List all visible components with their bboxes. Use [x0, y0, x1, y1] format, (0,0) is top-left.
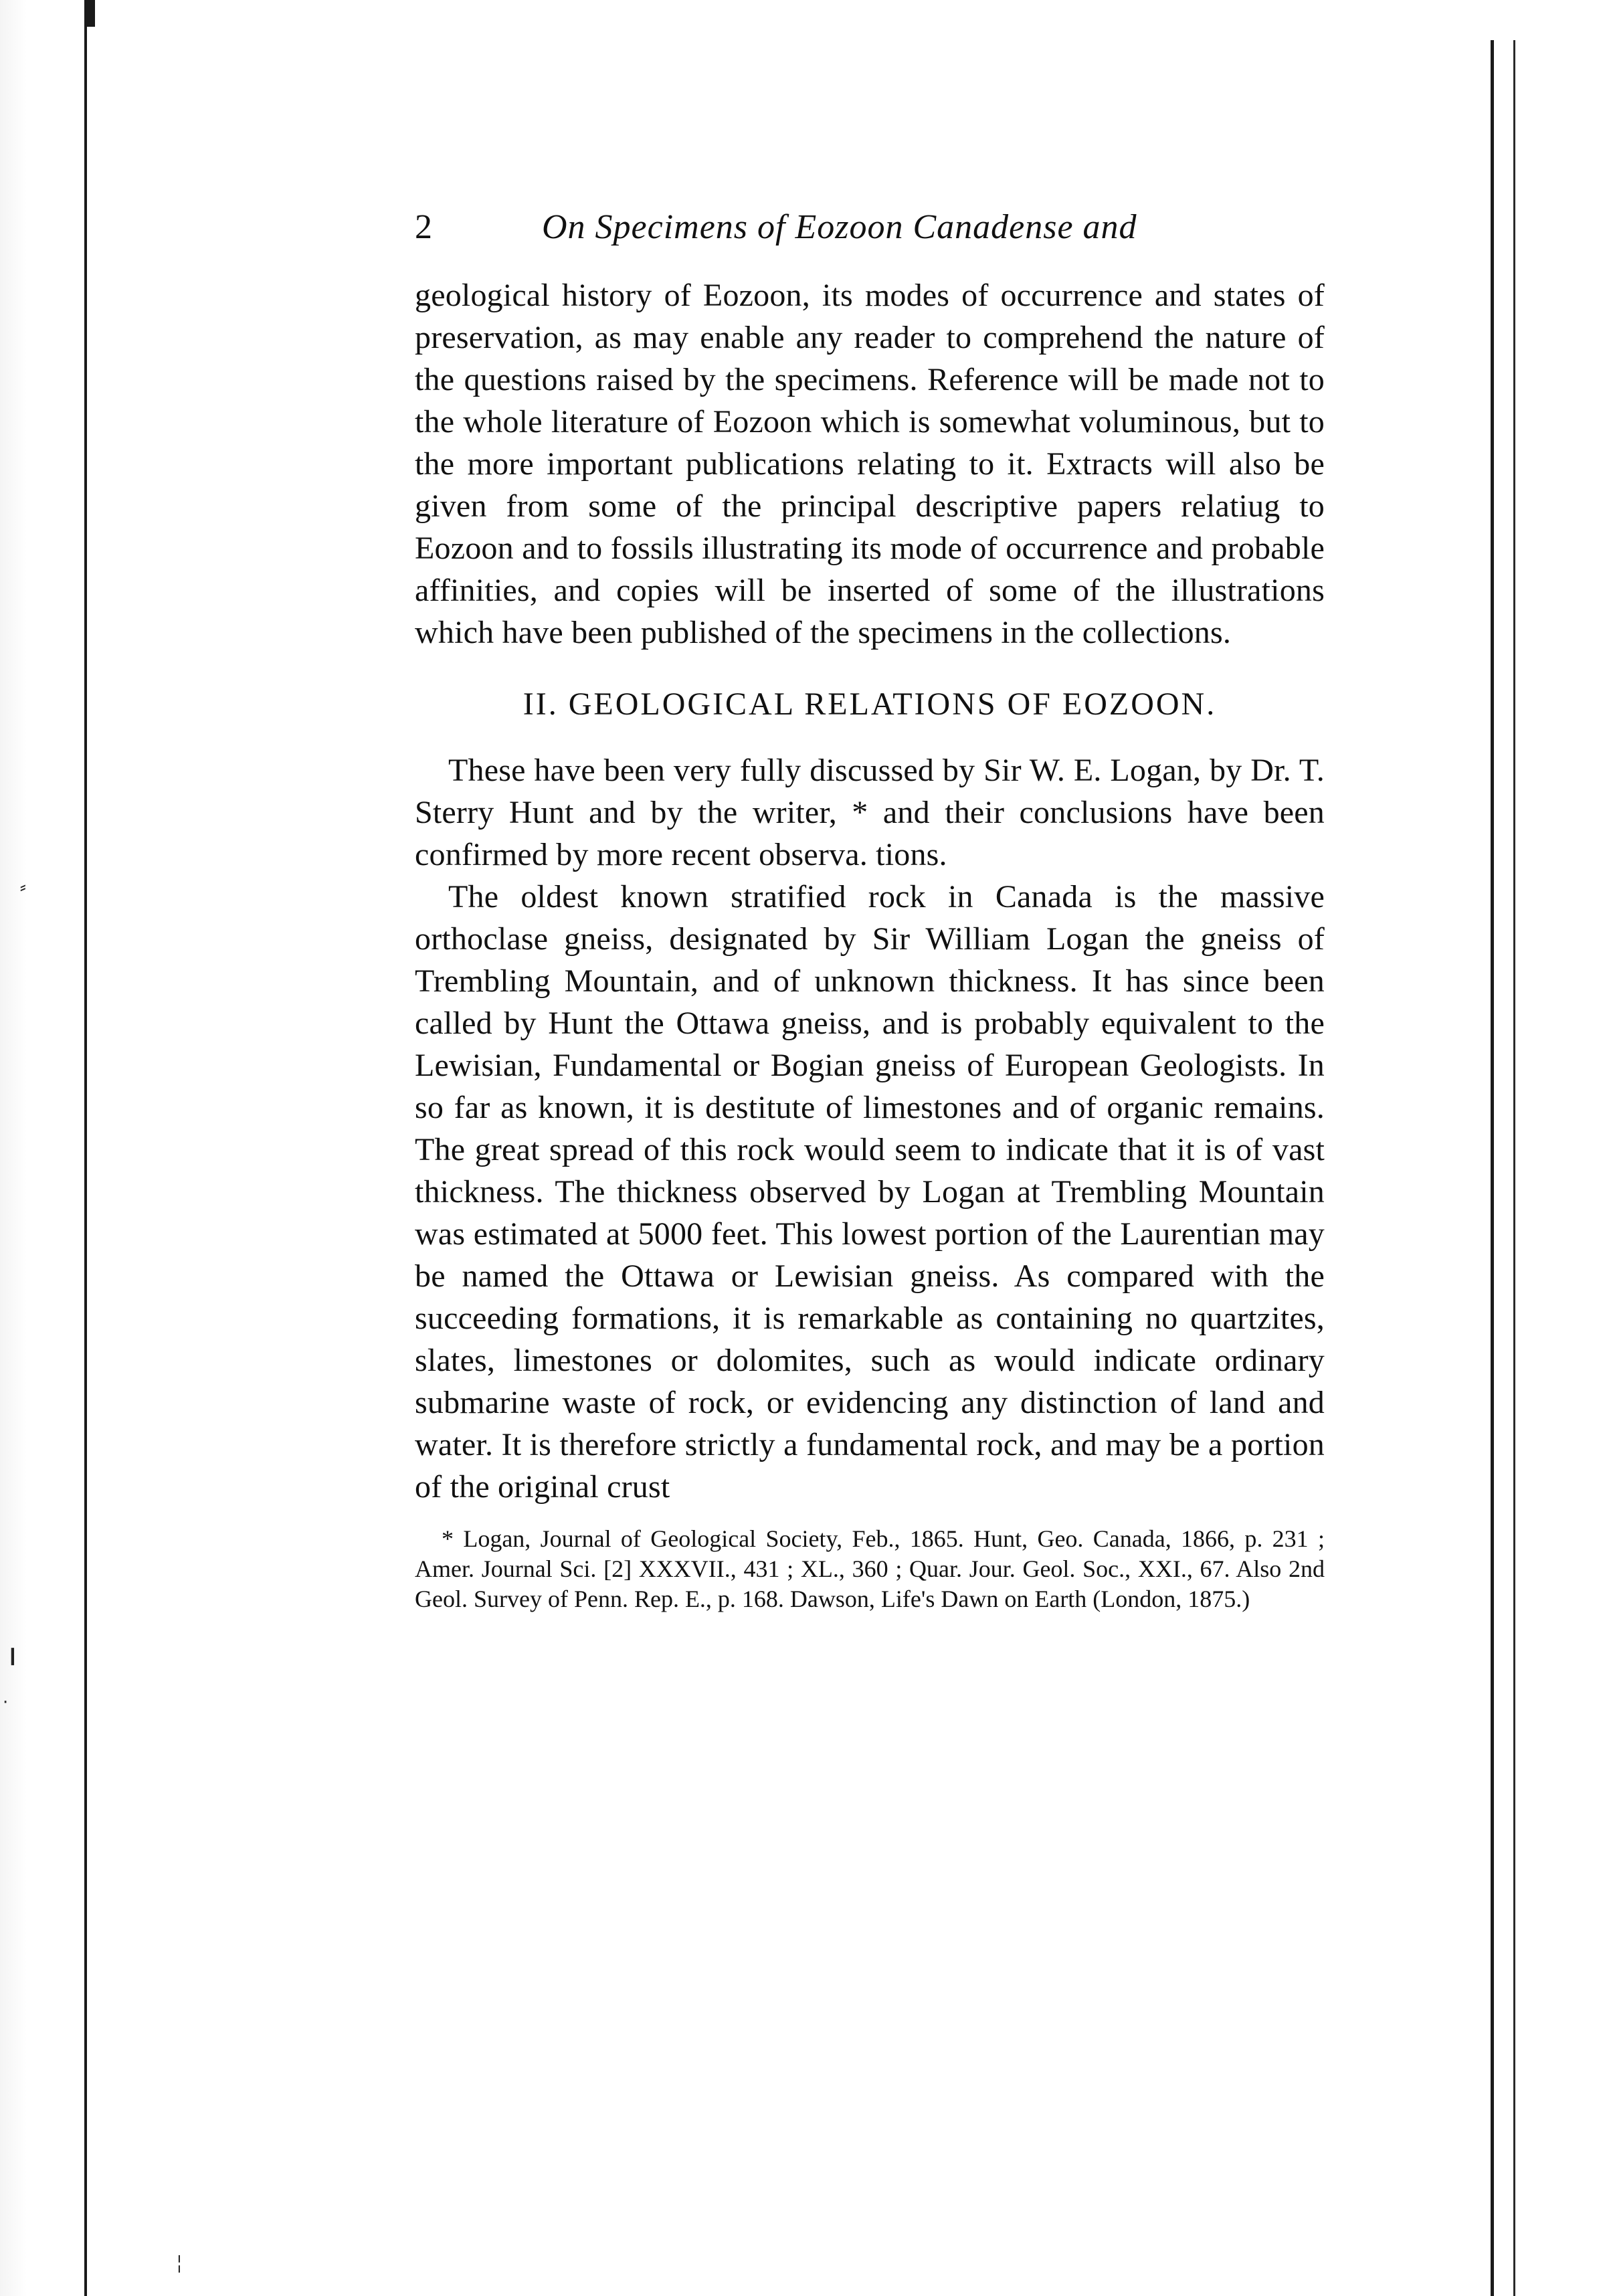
body-text — [415, 274, 1325, 1508]
scan-right-edge-line-secondary — [1513, 40, 1515, 2296]
running-title: On Specimens of Eozoon Canadense and — [542, 208, 1137, 246]
page-number: 2 — [415, 208, 432, 246]
scan-left-edge-notch — [84, 0, 95, 27]
scan-left-edge-line — [84, 0, 87, 2296]
section-heading: II. GEOLOGICAL RELATIONS OF EOZOON. — [523, 686, 1217, 722]
document-page — [415, 201, 1325, 1614]
scan-speck: · — [3, 1693, 9, 1713]
scan-speck: ❙ — [5, 1646, 20, 1666]
scan-speck: ╎ — [174, 2255, 185, 2275]
scan-left-margin — [0, 0, 87, 2296]
scan-right-margin — [1494, 0, 1611, 2296]
scan-right-edge-line — [1491, 40, 1494, 2296]
scan-speck: ⸗ — [20, 877, 26, 897]
paragraph-continued: geological history of Eozoon, its modes of occurrence and states of preservation, as may enable any reader to comprehend the nature of the questions raised by the specimens. Reference will be made not to the whole literature of Eozoon which is somewhat voluminous, but to the more important publications relating to it. Extracts will also be given from some of the principal descriptive papers relatiug to Eozoon and to fossils illustrating its mode of occurrence and probable affinities, and copies will be inserted of some of the illustrations which have been published of the specimens in the collections. — [415, 278, 1325, 650]
paragraph: The oldest known stratified rock in Canada is the massive orthoclase gneiss, designated by Sir William Logan the gneiss of Trembling Mountain, and of unknown thickness. It has since been called by Hunt the Ottawa gneiss, and is probably equivalent to the Lewisian, Fundamental or Bogian gneiss of European Geologists. In so far as known, it is destitute of limestones and of organic remains. The great spread of this rock would seem to indicate that it is of vast thickness. The thickness observed by Logan at Trembling Mountain was estimated at 5000 feet. This lowest portion of the Laurentian may be named the Ottawa or Lewisian gneiss. As compared with the succeeding formations, it is remarkable as containing no quartzites, slates, limestones or dolomites, such as would indicate ordinary submarine waste of rock, or evidencing any distinction of land and water. It is therefore strictly a fundamental rock, and may be a portion of the original crust — [415, 879, 1325, 1505]
footnote: * Logan, Journal of Geological Society, Feb., 1865. Hunt, Geo. Canada, 1866, p. 231 ; Amer. Journal Sci. [2] XXXVII., 431 ; XL., 360 ; Quar. Jour. Geol. Soc., XXI., 67. Also 2nd Geol. Survey of Penn. Rep. E., p. 168. Dawson, Life's Dawn on Earth (London, 1875.) — [415, 1525, 1325, 1612]
paragraph: These have been very fully discussed by Sir W. E. Logan, by Dr. T. Sterry Hunt and by the writer, * and their conclusions have been confirmed by more recent observa. tions. — [415, 753, 1325, 872]
running-head — [415, 201, 1325, 254]
